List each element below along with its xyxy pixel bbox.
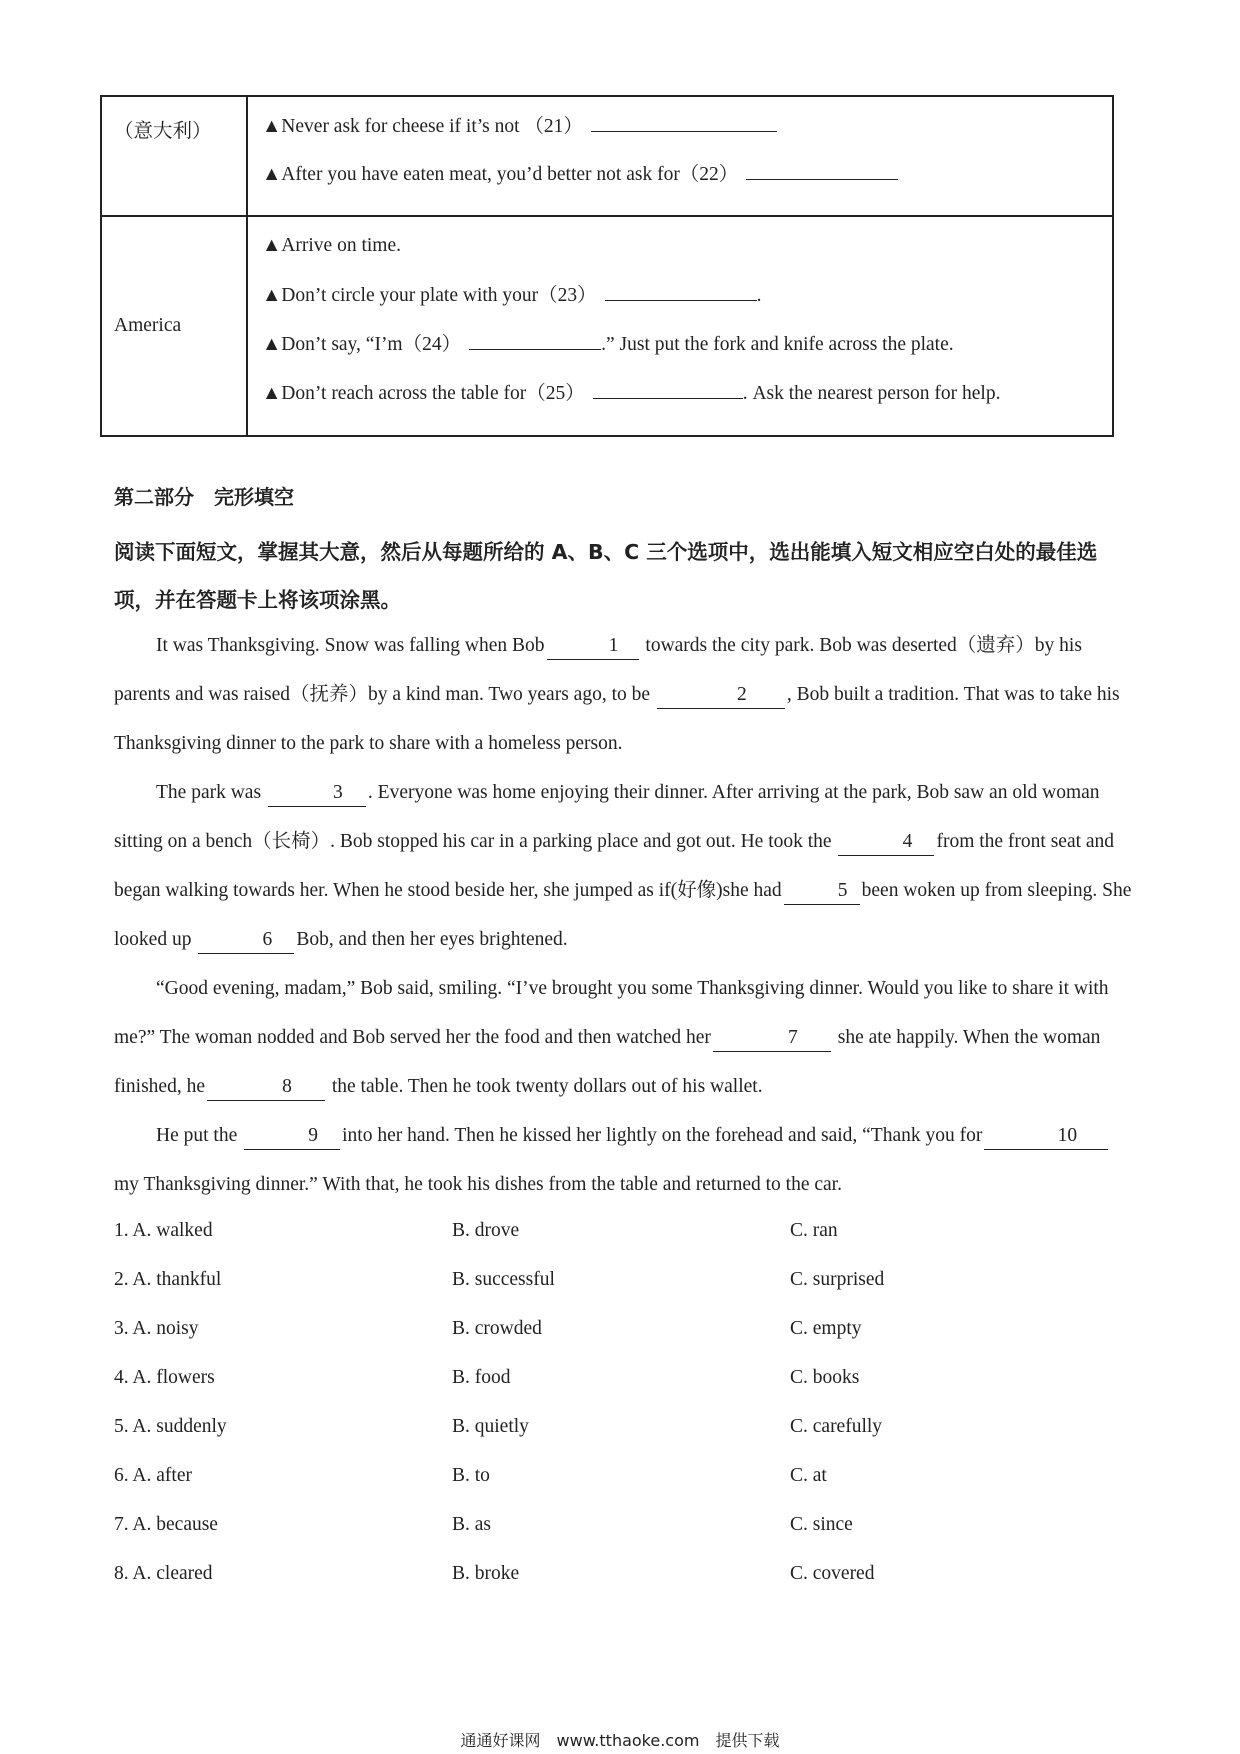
answer-blank-23[interactable] (605, 280, 757, 301)
rule-text: ▲Don’t say, “I’m（24） (262, 334, 462, 355)
passage-text: , Bob built a tradition. That was to take his Thanksgiving dinner to the park to share with a homeless person. (114, 684, 1120, 754)
option-a[interactable]: 3. A. noisy (114, 1318, 199, 1339)
table-row-italy (102, 97, 1112, 217)
answer-options (114, 1206, 1134, 1598)
option-a[interactable]: 7. A. because (114, 1514, 218, 1535)
option-row-4 (114, 1353, 1134, 1402)
option-a[interactable]: 6. A. after (114, 1465, 192, 1486)
rule-text-after: . (756, 285, 762, 306)
rule-23 (262, 280, 1112, 329)
option-b[interactable]: B. successful (452, 1269, 555, 1290)
page-footer: 通通好课网 www.tthaoke.com 提供下载 (460, 1731, 780, 1750)
answer-blank-25[interactable] (593, 378, 743, 399)
option-a[interactable]: 8. A. cleared (114, 1563, 213, 1584)
country-cell: （意大利） (102, 97, 248, 215)
rule-text: ▲Never ask for cheese if it’s not （21） (262, 116, 583, 137)
option-row-5 (114, 1402, 1134, 1451)
option-c[interactable]: C. surprised (790, 1269, 885, 1290)
passage-text: Bob, and then her eyes brightened. (296, 929, 568, 950)
option-b[interactable]: B. drove (452, 1220, 520, 1241)
option-c[interactable]: C. carefully (790, 1416, 883, 1437)
option-row-6 (114, 1451, 1134, 1500)
passage-text: my Thanksgiving dinner.” With that, he took his dishes from the table and returned to the car. (114, 1174, 842, 1195)
rules-cell (248, 97, 1112, 215)
gap-9[interactable]: 9 (244, 1123, 340, 1150)
rules-cell (248, 217, 1112, 435)
gap-10[interactable]: 10 (984, 1123, 1108, 1150)
option-b[interactable]: B. quietly (452, 1416, 529, 1437)
option-b[interactable]: B. food (452, 1367, 511, 1388)
gap-7[interactable]: 7 (713, 1025, 831, 1052)
option-b[interactable]: B. broke (452, 1563, 520, 1584)
rule-arrive (262, 231, 1112, 280)
passage-text: towards the city park. Bob was deserted（遗弃）by his parents and was raised（抚养）by a kind man. Two years ago, to be (114, 635, 1082, 705)
gap-6[interactable]: 6 (198, 927, 294, 954)
option-c[interactable]: C. covered (790, 1563, 875, 1584)
paragraph-3 (114, 964, 1134, 1111)
paragraph-4 (114, 1111, 1134, 1209)
etiquette-table (100, 95, 1114, 437)
rule-24 (262, 329, 1112, 378)
gap-4[interactable]: 4 (838, 829, 934, 856)
section-title: 第二部分 完形填空 (114, 485, 294, 509)
gap-5[interactable]: 5 (784, 878, 860, 905)
answer-blank-21[interactable] (591, 111, 777, 132)
passage-text: “Good evening, madam,” Bob said, smiling. “I’ve brought you some Thanksgiving dinner. Would you like to share it with me?” The woman nodded and Bob served her the food and then watched her (114, 978, 1109, 1048)
table-row-america (102, 217, 1112, 435)
gap-3[interactable]: 3 (268, 780, 366, 807)
instructions: 阅读下面短文，掌握其大意，然后从每题所给的 A、B、C 三个选项中，选出能填入短文相应空白处的最佳选项，并在答题卡上将该项涂黑。 (114, 540, 1098, 612)
passage-text: He put the (156, 1125, 243, 1146)
rule-text-after: .” Just put the fork and knife across the plate. (601, 334, 954, 355)
passage-text: It was Thanksgiving. Snow was falling when Bob (156, 635, 545, 656)
paragraph-1 (114, 621, 1134, 768)
rule-text: ▲Don’t circle your plate with your（23） (262, 285, 597, 306)
option-row-7 (114, 1500, 1134, 1549)
passage-text: . Everyone was home enjoying their dinner. After arriving at the park, Bob saw an old woman sitting on a bench（长椅）. Bob stopped his car in a parking place and got out. He took the (114, 782, 1100, 852)
rule-22 (262, 159, 1112, 207)
option-c[interactable]: C. books (790, 1367, 860, 1388)
option-b[interactable]: B. as (452, 1514, 491, 1535)
option-b[interactable]: B. to (452, 1465, 490, 1486)
rule-text: ▲After you have eaten meat, you’d better not ask for（22） (262, 164, 739, 185)
gap-8[interactable]: 8 (207, 1074, 325, 1101)
passage-text: into her hand. Then he kissed her lightly on the forehead and said, “Thank you for (342, 1125, 983, 1146)
gap-1[interactable]: 1 (547, 633, 639, 660)
option-row-3 (114, 1304, 1134, 1353)
option-row-2 (114, 1255, 1134, 1304)
option-c[interactable]: C. since (790, 1514, 853, 1535)
option-c[interactable]: C. ran (790, 1220, 838, 1241)
rule-text: ▲Don’t reach across the table for（25） (262, 383, 585, 404)
option-b[interactable]: B. crowded (452, 1318, 542, 1339)
rule-21 (262, 111, 1112, 159)
option-a[interactable]: 5. A. suddenly (114, 1416, 227, 1437)
country-cell: America (102, 217, 248, 435)
option-a[interactable]: 1. A. walked (114, 1220, 213, 1241)
answer-blank-22[interactable] (746, 159, 898, 180)
option-c[interactable]: C. empty (790, 1318, 862, 1339)
passage-text: the table. Then he took twenty dollars out of his wallet. (326, 1076, 763, 1097)
rule-text-after: . Ask the nearest person for help. (742, 383, 1001, 404)
passage-text: from the front seat and began walking towards her. When he stood beside her, she jumped as if(好像)she had (114, 831, 1115, 901)
passage-text: been woken up from sleeping. She looked up (114, 880, 1132, 950)
option-row-1 (114, 1206, 1134, 1255)
gap-2[interactable]: 2 (657, 682, 785, 709)
passage-text: she ate happily. When the woman finished, he (114, 1027, 1101, 1097)
cloze-passage (114, 621, 1134, 1209)
option-row-8 (114, 1549, 1134, 1598)
option-c[interactable]: C. at (790, 1465, 827, 1486)
answer-blank-24[interactable] (469, 329, 601, 350)
paragraph-2 (114, 768, 1134, 964)
rule-25 (262, 378, 1112, 427)
option-a[interactable]: 2. A. thankful (114, 1269, 222, 1290)
option-a[interactable]: 4. A. flowers (114, 1367, 215, 1388)
passage-text: The park was (156, 782, 266, 803)
rule-text: ▲Arrive on time. (262, 235, 401, 256)
